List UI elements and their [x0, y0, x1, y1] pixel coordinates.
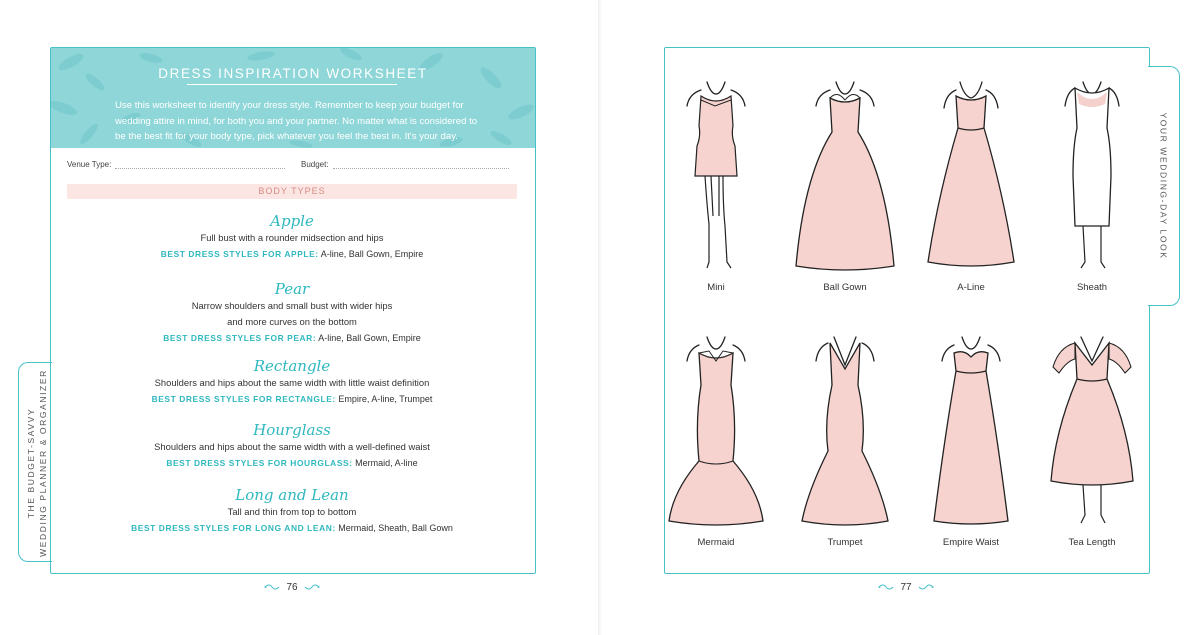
best-styles-value: Empire, A-line, Trumpet: [338, 394, 433, 404]
dress-label: Mermaid: [697, 537, 735, 548]
tea-length-dress-icon: [1037, 331, 1147, 531]
book-spine: [598, 0, 602, 635]
right-page-number: [866, 580, 946, 594]
tab-chapter-title: YOUR WEDDING-DAY LOOK: [1159, 112, 1170, 260]
worksheet-fields: [67, 160, 517, 174]
swirl-ornament-icon: [304, 583, 320, 591]
body-type-apple: [67, 212, 517, 262]
venue-type-line[interactable]: [115, 161, 285, 169]
dress-ball-gown: [790, 76, 900, 293]
body-types-heading: BODY TYPES: [67, 184, 517, 199]
page-number-text: 77: [900, 581, 912, 593]
budget-label: Budget:: [301, 160, 329, 169]
dress-label: Ball Gown: [823, 282, 867, 293]
dress-trumpet: [790, 331, 900, 548]
body-type-name: Hourglass: [253, 421, 331, 439]
best-styles: [67, 455, 517, 471]
worksheet-intro: Use this worksheet to identify your dress style. Remember to keep your budget for wedding attire in mind, for both you and your partner. No matter what is considered to be the best fit for your body type, pick whatever you feel the best in. It's your day.: [115, 100, 478, 142]
ball-gown-dress-icon: [790, 76, 900, 276]
dress-label: Mini: [707, 282, 725, 293]
body-type-description: Tall and thin from top to bottom: [227, 506, 357, 517]
tab-book-title-line2: WEDDING PLANNER & ORGANIZER: [38, 369, 48, 557]
dress-label: Tea Length: [1068, 537, 1116, 548]
best-styles-value: Mermaid, Sheath, Ball Gown: [338, 523, 453, 533]
body-type-description: Narrow shoulders and small bust with wider hips: [191, 300, 393, 311]
dress-mini: [661, 76, 771, 293]
body-type-name: Long and Lean: [235, 486, 349, 504]
best-styles-label: BEST DRESS STYLES FOR APPLE:: [160, 249, 319, 259]
best-styles-label: BEST DRESS STYLES FOR PEAR:: [163, 333, 317, 343]
dress-sheath: [1037, 76, 1147, 293]
dress-a-line: [916, 76, 1026, 293]
sheath-dress-icon: [1037, 76, 1147, 276]
dress-label: Trumpet: [827, 537, 863, 548]
worksheet-title: DRESS INSPIRATION WORKSHEET: [158, 66, 428, 81]
page-number-text: 76: [286, 581, 298, 593]
body-type-description-line2: and more curves on the bottom: [227, 316, 357, 327]
body-type-pear: [67, 280, 517, 346]
left-side-tab-text: [20, 365, 54, 561]
body-type-description: Shoulders and hips about the same width with little waist definition: [154, 377, 430, 388]
dress-label: Empire Waist: [942, 537, 1000, 548]
body-type-rectangle: [67, 357, 517, 407]
swirl-ornament-icon: [878, 583, 894, 591]
right-side-tab-text: [1148, 66, 1180, 306]
best-styles: [67, 246, 517, 262]
dress-tea-length: [1037, 331, 1147, 548]
body-type-description: Full bust with a rounder midsection and hips: [200, 232, 384, 243]
budget-field[interactable]: [301, 160, 509, 169]
body-type-name: Rectangle: [253, 357, 331, 375]
body-type-name: Pear: [274, 280, 310, 298]
venue-type-field[interactable]: [67, 160, 285, 169]
title-divider: [187, 84, 397, 85]
left-page-number: [252, 580, 332, 594]
best-styles-label: BEST DRESS STYLES FOR LONG AND LEAN:: [131, 523, 336, 533]
best-styles-value: A-line, Ball Gown, Empire: [320, 249, 424, 259]
worksheet-header: [51, 48, 535, 148]
best-styles: [67, 391, 517, 407]
empire-waist-dress-icon: [916, 331, 1026, 531]
body-type-name: Apple: [270, 212, 314, 230]
best-styles-label: BEST DRESS STYLES FOR RECTANGLE:: [151, 394, 336, 404]
dress-empire-waist: [916, 331, 1026, 548]
dress-label: A-Line: [957, 282, 985, 293]
best-styles-label: BEST DRESS STYLES FOR HOURGLASS:: [166, 458, 353, 468]
mermaid-dress-icon: [661, 331, 771, 531]
body-type-long-and-lean: [67, 486, 517, 536]
best-styles-value: A-line, Ball Gown, Empire: [318, 333, 421, 343]
mini-dress-icon: [661, 76, 771, 276]
body-type-description: Shoulders and hips about the same width with a well-defined waist: [154, 441, 430, 452]
best-styles: [67, 520, 517, 536]
venue-type-label: Venue Type:: [67, 160, 112, 169]
a-line-dress-icon: [916, 76, 1026, 276]
best-styles: [67, 330, 517, 346]
swirl-ornament-icon: [264, 583, 280, 591]
dress-mermaid: [661, 331, 771, 548]
trumpet-dress-icon: [790, 331, 900, 531]
tab-book-title-line1: THE BUDGET-SAVVY: [26, 407, 36, 519]
body-type-hourglass: [67, 421, 517, 471]
budget-line[interactable]: [333, 161, 509, 169]
dress-label: Sheath: [1076, 282, 1108, 293]
swirl-ornament-icon: [918, 583, 934, 591]
best-styles-value: Mermaid, A-line: [355, 458, 418, 468]
